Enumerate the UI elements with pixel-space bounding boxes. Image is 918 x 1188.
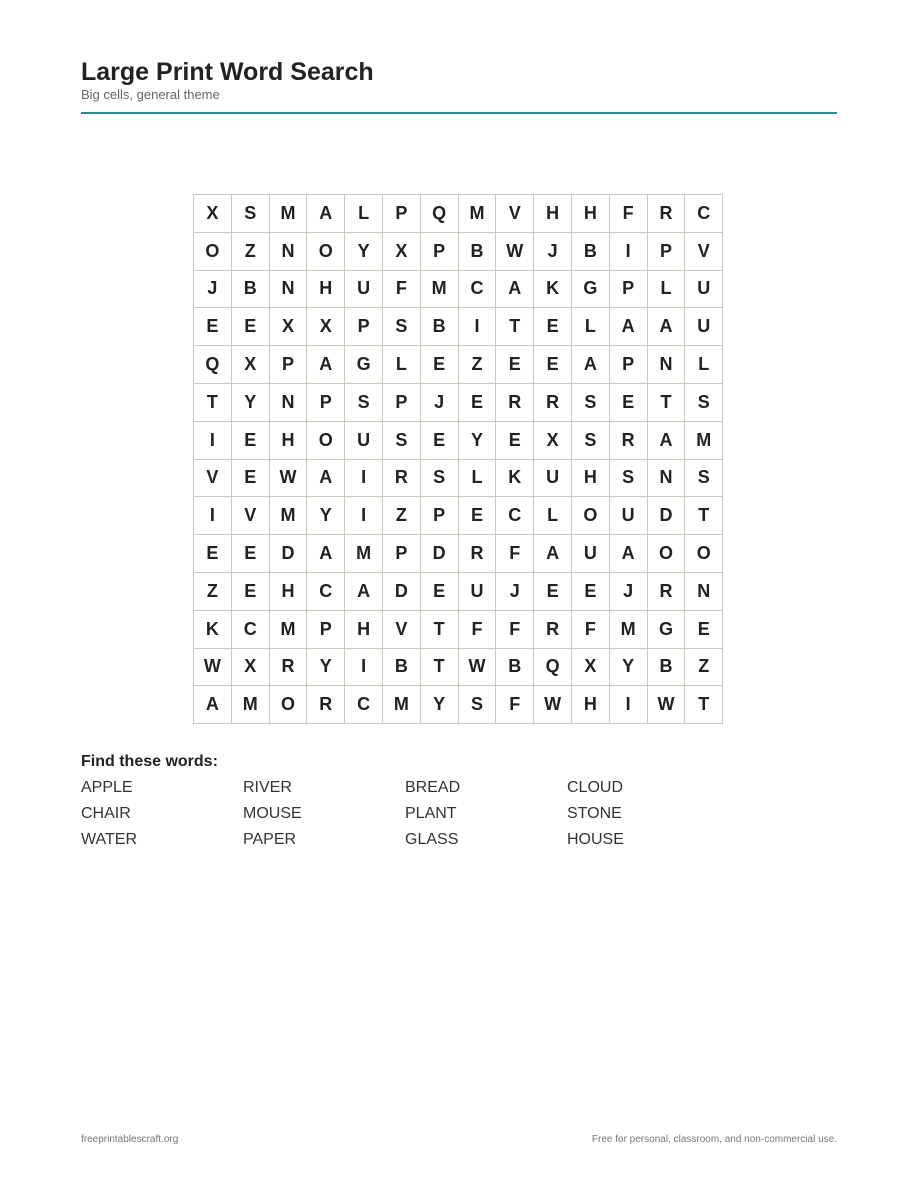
grid-cell: N	[270, 384, 308, 422]
grid-cell: M	[459, 195, 497, 233]
grid-cell: W	[270, 460, 308, 498]
grid-cell: B	[459, 233, 497, 271]
grid-cell: K	[534, 271, 572, 309]
grid-cell: R	[383, 460, 421, 498]
grid-cell: L	[459, 460, 497, 498]
grid-cell: R	[534, 611, 572, 649]
grid-cell: A	[648, 422, 686, 460]
grid-cell: M	[421, 271, 459, 309]
grid-cell: E	[534, 573, 572, 611]
grid-cell: A	[307, 195, 345, 233]
grid-cell: O	[270, 686, 308, 724]
grid-cell: S	[685, 384, 723, 422]
grid-cell: S	[232, 195, 270, 233]
grid-cell: J	[610, 573, 648, 611]
grid-cell: M	[345, 535, 383, 573]
grid-cell: E	[534, 346, 572, 384]
grid-cell: V	[496, 195, 534, 233]
grid-cell: A	[648, 308, 686, 346]
grid-cell: E	[496, 346, 534, 384]
grid-cell: F	[496, 686, 534, 724]
word-list-item: WATER	[81, 831, 137, 848]
grid-cell: U	[610, 497, 648, 535]
grid-cell: T	[421, 649, 459, 687]
grid-cell: S	[685, 460, 723, 498]
word-list-item: APPLE	[81, 779, 133, 796]
grid-cell: H	[345, 611, 383, 649]
grid-cell: N	[648, 346, 686, 384]
grid-cell: V	[194, 460, 232, 498]
grid-cell: S	[572, 422, 610, 460]
grid-cell: U	[685, 308, 723, 346]
grid-cell: A	[307, 535, 345, 573]
grid-cell: H	[534, 195, 572, 233]
grid-cell: Z	[232, 233, 270, 271]
grid-cell: F	[383, 271, 421, 309]
grid-cell: L	[383, 346, 421, 384]
grid-cell: O	[307, 422, 345, 460]
grid-cell: L	[685, 346, 723, 384]
grid-cell: S	[421, 460, 459, 498]
word-list-item: RIVER	[243, 779, 292, 796]
grid-cell: P	[648, 233, 686, 271]
grid-cell: J	[496, 573, 534, 611]
grid-cell: P	[610, 271, 648, 309]
grid-cell: O	[194, 233, 232, 271]
grid-cell: P	[307, 611, 345, 649]
page-subtitle: Big cells, general theme	[81, 87, 220, 102]
grid-cell: E	[232, 308, 270, 346]
word-list-item: PAPER	[243, 831, 297, 848]
grid-cell: P	[610, 346, 648, 384]
grid-cell: J	[534, 233, 572, 271]
grid-cell: H	[572, 460, 610, 498]
grid-cell: F	[459, 611, 497, 649]
grid-cell: O	[685, 535, 723, 573]
grid-cell: E	[534, 308, 572, 346]
grid-cell: G	[648, 611, 686, 649]
grid-cell: E	[610, 384, 648, 422]
grid-cell: O	[307, 233, 345, 271]
grid-cell: T	[194, 384, 232, 422]
grid-cell: X	[572, 649, 610, 687]
grid-cell: X	[534, 422, 572, 460]
word-list-item: STONE	[567, 805, 622, 822]
grid-cell: L	[572, 308, 610, 346]
grid-cell: J	[194, 271, 232, 309]
grid-cell: E	[232, 460, 270, 498]
grid-cell: C	[685, 195, 723, 233]
grid-cell: C	[459, 271, 497, 309]
word-list-item: BREAD	[405, 779, 461, 796]
grid-cell: A	[610, 308, 648, 346]
grid-cell: J	[421, 384, 459, 422]
grid-cell: B	[496, 649, 534, 687]
grid-cell: R	[270, 649, 308, 687]
grid-cell: E	[232, 422, 270, 460]
grid-cell: A	[345, 573, 383, 611]
grid-cell: W	[194, 649, 232, 687]
grid-cell: B	[383, 649, 421, 687]
grid-cell: R	[610, 422, 648, 460]
grid-cell: G	[572, 271, 610, 309]
grid-cell: A	[610, 535, 648, 573]
grid-cell: Y	[307, 497, 345, 535]
grid-cell: K	[496, 460, 534, 498]
grid-cell: P	[421, 497, 459, 535]
grid-cell: L	[345, 195, 383, 233]
grid-cell: O	[648, 535, 686, 573]
grid-cell: D	[270, 535, 308, 573]
grid-cell: S	[345, 384, 383, 422]
grid-cell: Z	[685, 649, 723, 687]
grid-cell: C	[307, 573, 345, 611]
grid-cell: V	[383, 611, 421, 649]
grid-cell: E	[421, 422, 459, 460]
grid-cell: K	[194, 611, 232, 649]
grid-cell: P	[383, 384, 421, 422]
grid-cell: V	[685, 233, 723, 271]
grid-cell: P	[421, 233, 459, 271]
grid-cell: Y	[459, 422, 497, 460]
grid-cell: A	[194, 686, 232, 724]
grid-cell: Y	[307, 649, 345, 687]
word-search-grid	[193, 194, 723, 724]
grid-cell: W	[459, 649, 497, 687]
grid-cell: X	[194, 195, 232, 233]
grid-cell: W	[534, 686, 572, 724]
grid-cell: I	[194, 422, 232, 460]
grid-cell: V	[232, 497, 270, 535]
word-list-heading: Find these words:	[81, 753, 218, 770]
grid-cell: L	[534, 497, 572, 535]
grid-cell: P	[270, 346, 308, 384]
grid-cell: Y	[610, 649, 648, 687]
grid-cell: Z	[459, 346, 497, 384]
grid-cell: H	[307, 271, 345, 309]
grid-cell: P	[345, 308, 383, 346]
grid-cell: U	[459, 573, 497, 611]
grid-cell: A	[307, 346, 345, 384]
grid-cell: W	[496, 233, 534, 271]
grid-cell: B	[572, 233, 610, 271]
grid-cell: H	[572, 195, 610, 233]
grid-cell: B	[421, 308, 459, 346]
grid-cell: P	[307, 384, 345, 422]
grid-cell: I	[345, 497, 383, 535]
grid-cell: E	[685, 611, 723, 649]
grid-cell: I	[459, 308, 497, 346]
grid-cell: M	[685, 422, 723, 460]
grid-cell: S	[383, 308, 421, 346]
word-list-item: MOUSE	[243, 805, 302, 822]
grid-cell: Y	[345, 233, 383, 271]
grid-cell: R	[648, 195, 686, 233]
grid-cell: I	[610, 686, 648, 724]
grid-cell: E	[459, 384, 497, 422]
word-list-item: GLASS	[405, 831, 459, 848]
grid-cell: F	[610, 195, 648, 233]
grid-cell: A	[307, 460, 345, 498]
grid-cell: D	[648, 497, 686, 535]
grid-cell: R	[534, 384, 572, 422]
word-list	[81, 778, 729, 856]
grid-cell: M	[610, 611, 648, 649]
grid-cell: I	[345, 460, 383, 498]
grid-cell: N	[648, 460, 686, 498]
grid-cell: U	[534, 460, 572, 498]
grid-cell: Q	[534, 649, 572, 687]
grid-cell: A	[496, 271, 534, 309]
grid-cell: C	[496, 497, 534, 535]
grid-cell: X	[383, 233, 421, 271]
grid-cell: S	[572, 384, 610, 422]
grid-cell: L	[648, 271, 686, 309]
grid-cell: P	[383, 195, 421, 233]
grid-cell: S	[383, 422, 421, 460]
word-list-item: CHAIR	[81, 805, 131, 822]
grid-cell: X	[232, 649, 270, 687]
grid-cell: T	[685, 686, 723, 724]
grid-cell: E	[232, 535, 270, 573]
grid-cell: F	[496, 535, 534, 573]
grid-cell: F	[572, 611, 610, 649]
grid-cell: H	[270, 573, 308, 611]
grid-cell: U	[572, 535, 610, 573]
grid-cell: S	[610, 460, 648, 498]
grid-cell: Z	[194, 573, 232, 611]
grid-cell: C	[345, 686, 383, 724]
grid-cell: O	[572, 497, 610, 535]
grid-cell: Q	[421, 195, 459, 233]
grid-cell: B	[648, 649, 686, 687]
grid-cell: R	[459, 535, 497, 573]
grid-cell: H	[572, 686, 610, 724]
grid-cell: E	[459, 497, 497, 535]
word-list-item: PLANT	[405, 805, 457, 822]
grid-cell: E	[421, 573, 459, 611]
grid-cell: D	[421, 535, 459, 573]
grid-cell: A	[572, 346, 610, 384]
grid-cell: W	[648, 686, 686, 724]
grid-cell: U	[345, 422, 383, 460]
grid-cell: T	[421, 611, 459, 649]
grid-cell: E	[496, 422, 534, 460]
grid-cell: B	[232, 271, 270, 309]
grid-cell: E	[194, 308, 232, 346]
page-header	[81, 57, 837, 114]
grid-cell: R	[307, 686, 345, 724]
grid-cell: E	[572, 573, 610, 611]
page-title: Large Print Word Search	[81, 58, 374, 86]
footer-site: freeprintablescraft.org	[81, 1134, 179, 1145]
grid-cell: T	[496, 308, 534, 346]
grid-cell: I	[194, 497, 232, 535]
grid-cell: T	[648, 384, 686, 422]
grid-cell: M	[270, 497, 308, 535]
grid-cell: E	[421, 346, 459, 384]
grid-cell: S	[459, 686, 497, 724]
grid-cell: T	[685, 497, 723, 535]
grid-cell: M	[232, 686, 270, 724]
grid-cell: X	[232, 346, 270, 384]
grid-cell: X	[307, 308, 345, 346]
grid-cell: F	[496, 611, 534, 649]
grid-cell: I	[610, 233, 648, 271]
grid-cell: P	[383, 535, 421, 573]
grid-cell: Z	[383, 497, 421, 535]
grid-cell: Y	[421, 686, 459, 724]
word-list-item: HOUSE	[567, 831, 624, 848]
grid-cell: U	[345, 271, 383, 309]
grid-cell: E	[232, 573, 270, 611]
grid-cell: Y	[232, 384, 270, 422]
grid-cell: C	[232, 611, 270, 649]
grid-cell: N	[270, 233, 308, 271]
footer-license: Free for personal, classroom, and non-commercial use.	[591, 1134, 837, 1145]
grid-cell: G	[345, 346, 383, 384]
grid-cell: R	[648, 573, 686, 611]
grid-cell: U	[685, 271, 723, 309]
grid-cell: R	[496, 384, 534, 422]
grid-cell: N	[685, 573, 723, 611]
grid-cell: M	[270, 611, 308, 649]
grid-cell: M	[383, 686, 421, 724]
word-list-item: CLOUD	[567, 779, 624, 796]
grid-cell: A	[534, 535, 572, 573]
grid-cell: Q	[194, 346, 232, 384]
grid-cell: I	[345, 649, 383, 687]
grid-cell: X	[270, 308, 308, 346]
grid-cell: M	[270, 195, 308, 233]
grid-cell: E	[194, 535, 232, 573]
grid-cell: D	[383, 573, 421, 611]
grid-cell: N	[270, 271, 308, 309]
grid-cell: H	[270, 422, 308, 460]
